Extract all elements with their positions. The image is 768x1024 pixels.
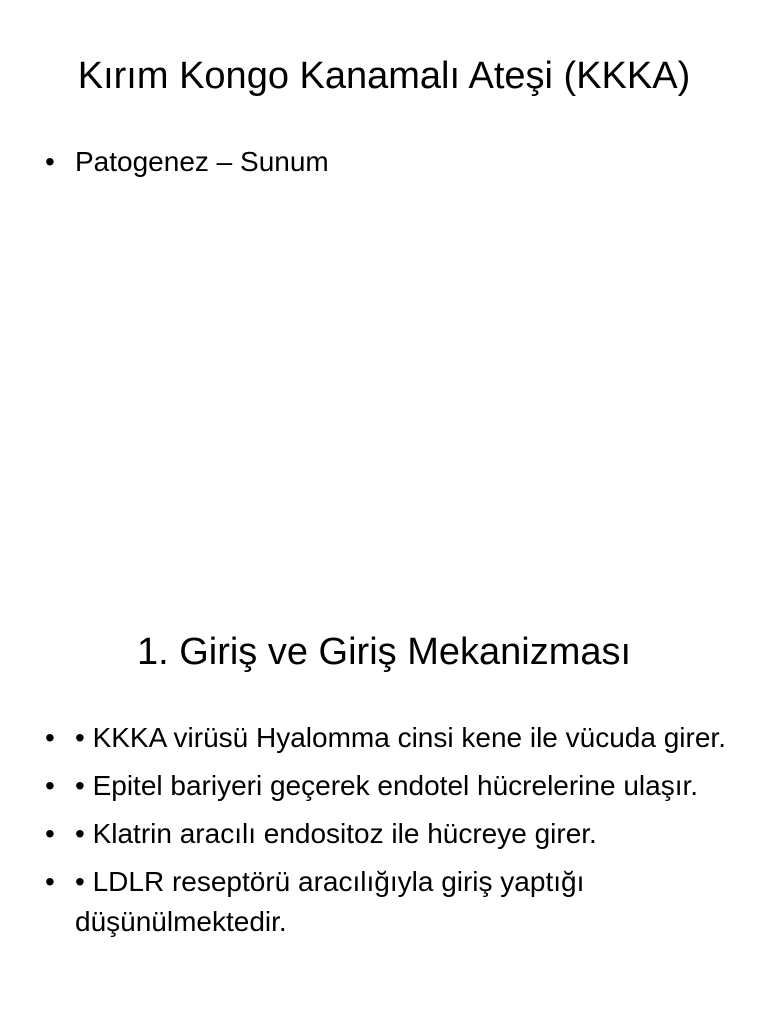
bullet-item bbox=[0, 814, 768, 854]
bullet-item bbox=[0, 718, 768, 758]
bullet-text: • LDLR reseptörü aracılığıyla giriş yaptığı düşünülmektedir. bbox=[75, 866, 585, 937]
bullet-text: Patogenez – Sunum bbox=[75, 146, 329, 177]
bullet-list bbox=[0, 142, 768, 182]
slide-title: Kırım Kongo Kanamalı Ateşi (KKKA) bbox=[77, 55, 691, 97]
bullet-item bbox=[0, 142, 768, 182]
bullet-dot: • bbox=[45, 770, 55, 801]
bullet-item bbox=[0, 766, 768, 806]
bullet-dot: • bbox=[45, 146, 55, 177]
bullet-dot: • bbox=[45, 722, 55, 753]
bullet-text: • KKKA virüsü Hyalomma cinsi kene ile vücuda girer. bbox=[75, 722, 726, 753]
slide-2 bbox=[0, 512, 768, 1024]
bullet-text: • Epitel bariyeri geçerek endotel hücrelerine ulaşır. bbox=[75, 770, 699, 801]
bullet-list bbox=[0, 718, 768, 950]
slide-title: 1. Giriş ve Giriş Mekanizması bbox=[136, 631, 632, 673]
bullet-dot: • bbox=[45, 818, 55, 849]
bullet-item bbox=[0, 862, 768, 942]
bullet-dot: • bbox=[45, 866, 55, 897]
bullet-text: • Klatrin aracılı endositoz ile hücreye girer. bbox=[75, 818, 597, 849]
